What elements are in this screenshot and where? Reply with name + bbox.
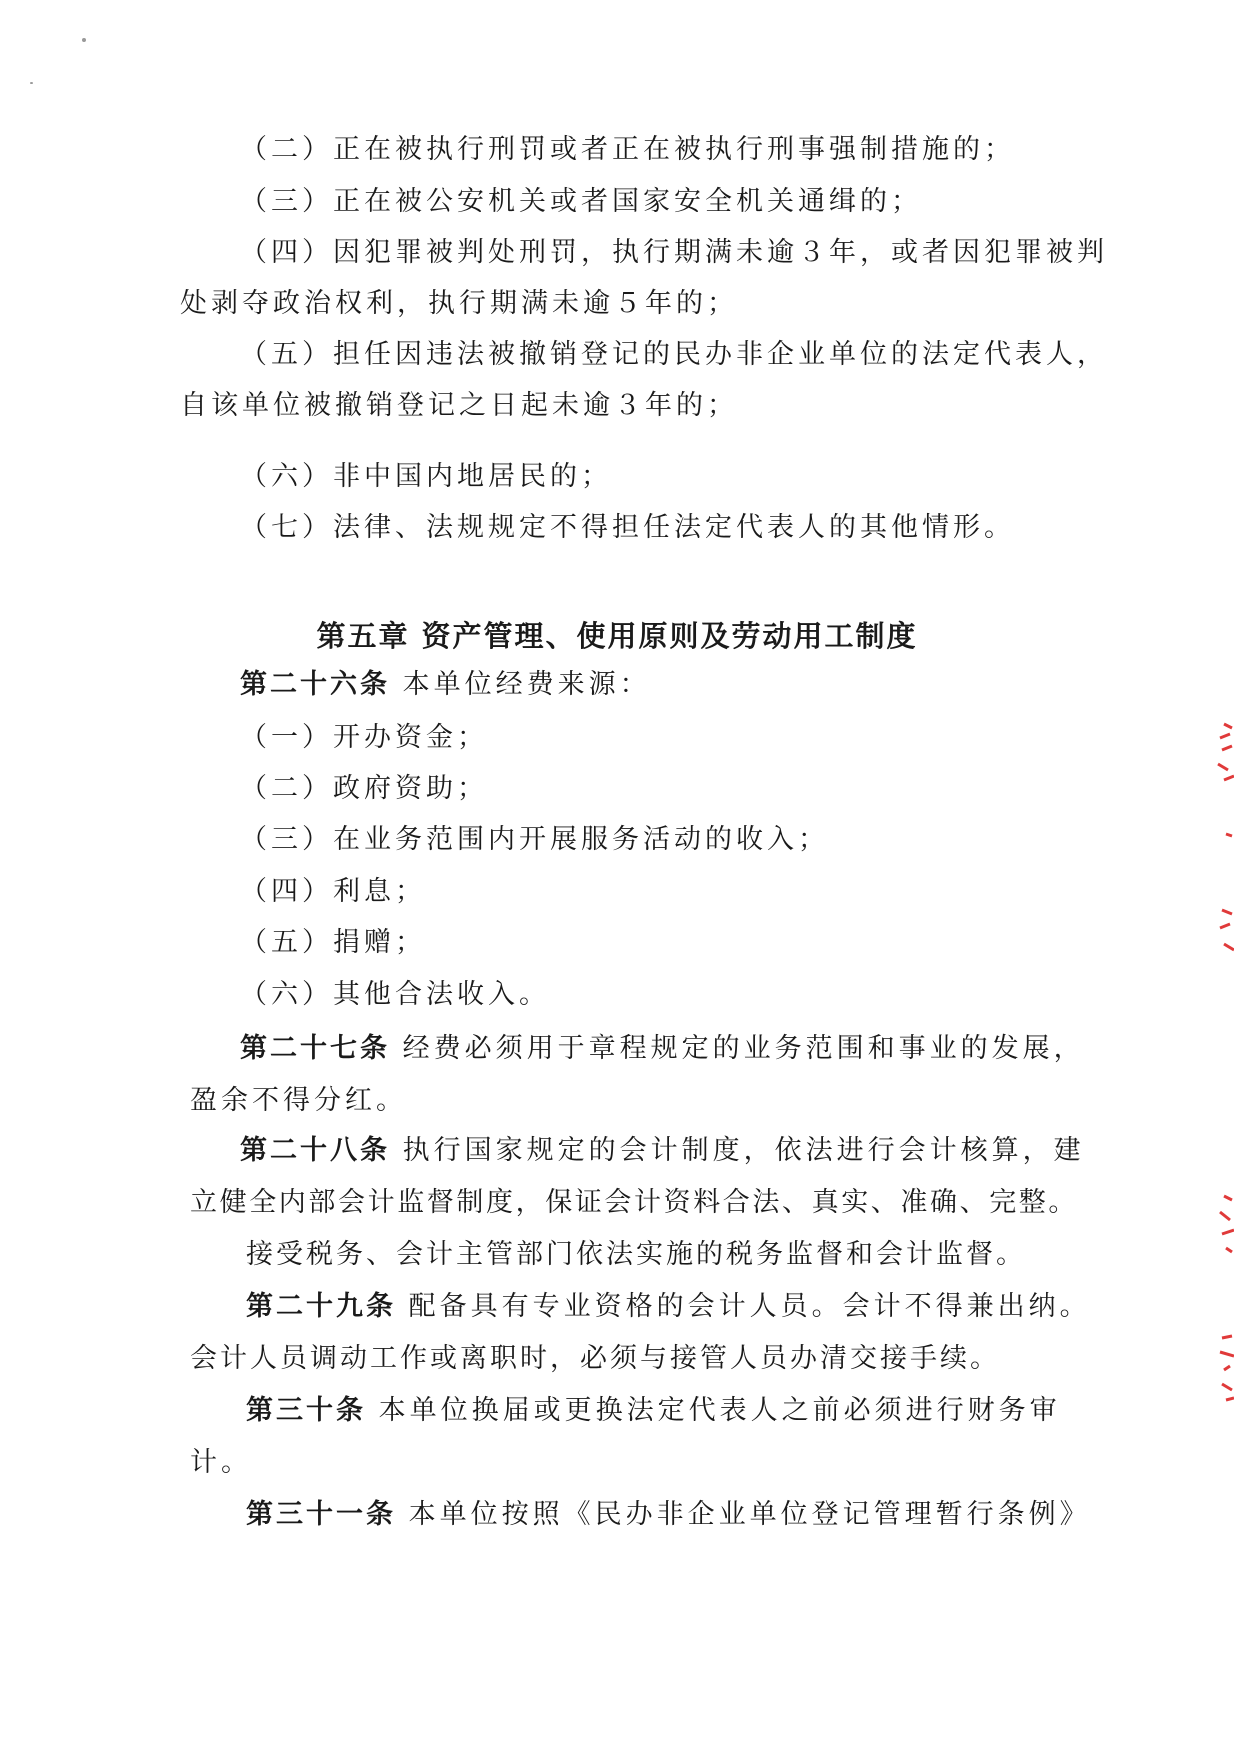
article-27 xyxy=(240,1031,1085,1067)
article-text: 经费必须用于章程规定的业务范围和事业的发展， xyxy=(402,1033,1085,1064)
clause-line: 处剥夺政治权利，执行期满未逾５年的； xyxy=(180,288,738,319)
article-label: 第二十八条 xyxy=(240,1135,390,1166)
article-label: 第二十七条 xyxy=(240,1033,390,1064)
clause-line: （七）法律、法规规定不得担任法定代表人的其他情形。 xyxy=(240,512,1015,543)
clause-line: 自该单位被撤销登记之日起未逾３年的； xyxy=(180,390,738,421)
seal-fragment xyxy=(1210,904,1234,964)
source-item: （四）利息； xyxy=(240,876,426,907)
article-28 xyxy=(240,1133,1085,1169)
article-26 xyxy=(240,667,651,703)
scan-speck xyxy=(30,82,33,84)
article-label: 第三十条 xyxy=(246,1395,366,1426)
article-text-continued: 计。 xyxy=(190,1447,252,1478)
clause-line: （三）正在被公安机关或者国家安全机关通缉的； xyxy=(240,186,922,217)
clause-line: （二）正在被执行刑罚或者正在被执行刑事强制措施的； xyxy=(240,134,1015,165)
article-label: 第二十六条 xyxy=(240,669,390,700)
scan-speck xyxy=(82,38,86,42)
seal-fragment xyxy=(1210,720,1234,800)
clause-line: （四）因犯罪被判处刑罚，执行期满未逾３年，或者因犯罪被判 xyxy=(240,237,1108,268)
source-item: （三）在业务范围内开展服务活动的收入； xyxy=(240,824,829,855)
chapter-title: 第五章 资产管理、使用原则及劳动用工制度 xyxy=(316,619,918,653)
source-item: （六）其他合法收入。 xyxy=(240,979,550,1010)
seal-fragment xyxy=(1210,828,1234,848)
clause-line: （五）担任因违法被撤销登记的民办非企业单位的法定代表人， xyxy=(240,339,1108,370)
article-text-continued: 会计人员调动工作或离职时，必须与接管人员办清交接手续。 xyxy=(190,1343,1000,1374)
clause-line: （六）非中国内地居民的； xyxy=(240,461,612,492)
article-29 xyxy=(246,1289,1091,1325)
article-text: 本单位换届或更换法定代表人之前必须进行财务审 xyxy=(378,1395,1061,1426)
article-label: 第二十九条 xyxy=(246,1291,396,1322)
article-text: 本单位经费来源： xyxy=(402,669,651,700)
article-30 xyxy=(246,1393,1061,1429)
source-item: （五）捐赠； xyxy=(240,927,426,958)
source-item: （一）开办资金； xyxy=(240,722,488,753)
seal-fragment xyxy=(1210,1190,1234,1260)
seal-fragment xyxy=(1210,1330,1234,1410)
article-31 xyxy=(246,1497,1091,1533)
source-item: （二）政府资助； xyxy=(240,773,488,804)
article-paragraph: 接受税务、会计主管部门依法实施的税务监督和会计监督。 xyxy=(246,1239,1026,1270)
article-label: 第三十一条 xyxy=(246,1499,396,1530)
article-text: 执行国家规定的会计制度，依法进行会计核算，建 xyxy=(402,1135,1085,1166)
article-text: 配备具有专业资格的会计人员。会计不得兼出纳。 xyxy=(408,1291,1091,1322)
article-text-continued: 盈余不得分红。 xyxy=(190,1085,407,1116)
article-text: 本单位按照《民办非企业单位登记管理暂行条例》 xyxy=(408,1499,1091,1530)
article-text-continued: 立健全内部会计监督制度，保证会计资料合法、真实、准确、完整。 xyxy=(190,1187,1078,1218)
